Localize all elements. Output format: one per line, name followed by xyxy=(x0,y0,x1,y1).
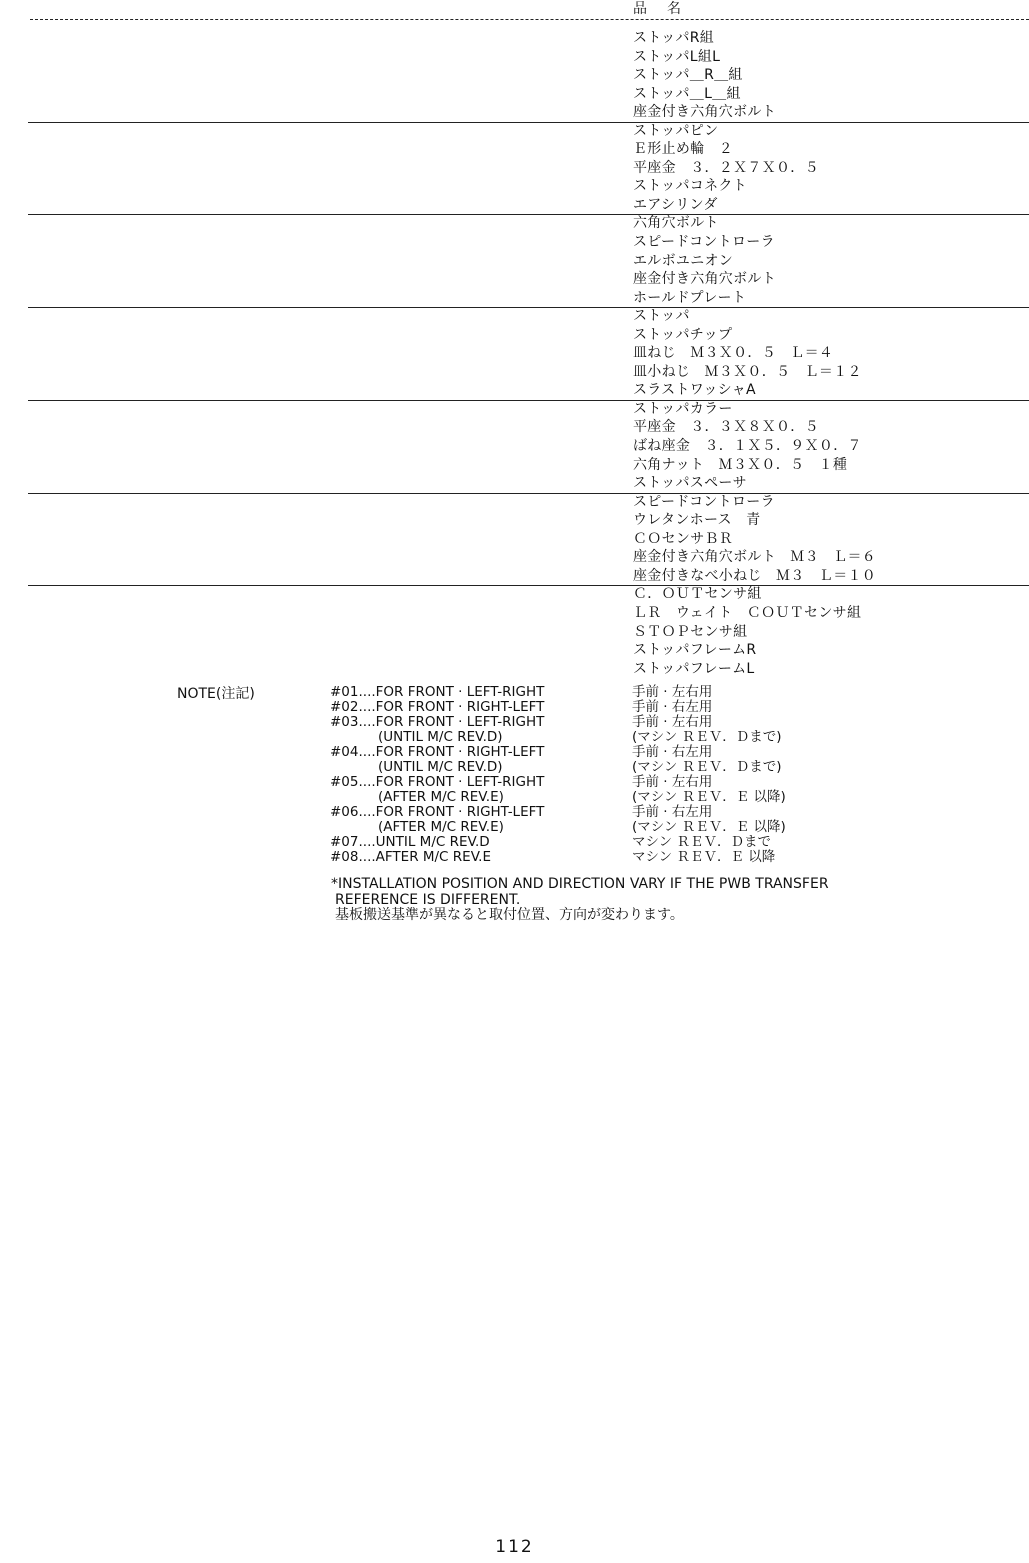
note-english: (UNTIL M/C REV.D) xyxy=(378,729,503,745)
note-english: #02....FOR FRONT · RIGHT-LEFT xyxy=(330,699,545,715)
part-name-item: スピードコントローラ xyxy=(633,493,775,510)
parts-list xyxy=(633,29,876,678)
note-english: #03....FOR FRONT · LEFT-RIGHT xyxy=(330,714,545,730)
installation-note-line: 基板搬送基準が異なると取付位置、方向が変わります。 xyxy=(335,907,684,923)
part-name-item: スピードコントローラ xyxy=(633,234,775,251)
installation-note xyxy=(331,877,829,924)
notes-title: NOTE(注記) xyxy=(177,686,255,702)
group-divider xyxy=(28,585,1029,586)
part-name-item: ウレタンホース 青 xyxy=(633,512,761,529)
note-japanese: マシン ＲＥＶ．Ｅ 以降 xyxy=(632,849,776,865)
part-name-item: 皿ねじ Ｍ３Ｘ０．５ Ｌ＝４ xyxy=(633,345,834,362)
part-name-item: ストッパカラー xyxy=(633,400,733,417)
note-japanese: 手前 · 左右用 xyxy=(632,684,713,700)
note-english: #05....FOR FRONT · LEFT-RIGHT xyxy=(330,774,545,790)
part-name-item: エアシリンダ xyxy=(633,196,718,213)
note-english: (AFTER M/C REV.E) xyxy=(378,789,504,805)
part-name-item: ＬＲ ウェイト ＣＯＵＴセンサ組 xyxy=(633,604,862,621)
group-divider xyxy=(28,122,1029,123)
note-english: #08....AFTER M/C REV.E xyxy=(330,849,492,865)
part-name-item: ストッパピン xyxy=(633,122,719,139)
part-name-item: ストッパ＿R＿組 xyxy=(633,67,743,84)
installation-note-line: REFERENCE IS DIFFERENT. xyxy=(335,891,521,908)
part-name-item: ストッパコネクト xyxy=(633,178,747,195)
part-name-item: 六角ナット Ｍ３Ｘ０．５ １種 xyxy=(633,456,848,473)
part-name-item: ストッパ＿L＿組 xyxy=(633,85,741,102)
part-name-item: Ｃ．ＯＵＴセンサ組 xyxy=(633,586,762,603)
note-japanese: 手前 · 左右用 xyxy=(632,714,713,730)
note-japanese: (マシン ＲＥＶ．Ｅ 以降) xyxy=(632,789,786,805)
part-name-item: ストッパR組 xyxy=(633,30,715,46)
group-divider xyxy=(28,493,1029,494)
part-name-item: ＣＯセンサＢＲ xyxy=(633,530,734,547)
part-name-item: ストッパスペーサ xyxy=(633,475,747,492)
part-name-item: 座金付きなべ小ねじ Ｍ３ Ｌ＝１０ xyxy=(633,567,877,584)
group-divider xyxy=(28,307,1029,308)
note-japanese: 手前 · 右左用 xyxy=(632,744,713,760)
part-name-item: 座金付き六角穴ボルト Ｍ３ Ｌ＝６ xyxy=(633,549,877,566)
part-name-item: ばね座金 ３．１Ｘ５．９Ｘ０．７ xyxy=(633,438,862,455)
group-divider xyxy=(28,400,1029,401)
note-english: (UNTIL M/C REV.D) xyxy=(378,759,503,775)
note-japanese: 手前 · 左右用 xyxy=(632,774,713,790)
part-name-item: 座金付き六角穴ボルト xyxy=(633,104,776,121)
note-english: (AFTER M/C REV.E) xyxy=(378,819,504,835)
part-name-item: ストッパ xyxy=(633,308,690,325)
part-name-item: ストッパL組L xyxy=(633,48,721,65)
note-japanese: 手前 · 右左用 xyxy=(632,699,713,715)
part-name-item: スラストワッシャA xyxy=(633,382,756,399)
note-english: #01....FOR FRONT · LEFT-RIGHT xyxy=(330,684,545,700)
part-name-item: 皿小ねじ Ｍ３Ｘ０．５ Ｌ＝１２ xyxy=(633,363,862,380)
installation-note-line: *INSTALLATION POSITION AND DIRECTION VARY IF THE PWB TRANSFER xyxy=(331,876,829,892)
note-japanese: (マシン ＲＥＶ．Ｄまで) xyxy=(632,729,782,745)
note-japanese: 手前 · 右左用 xyxy=(632,804,713,820)
note-english: #06....FOR FRONT · RIGHT-LEFT xyxy=(330,804,545,820)
note-english: #04....FOR FRONT · RIGHT-LEFT xyxy=(330,744,545,760)
part-name-item: エルボユニオン xyxy=(633,252,734,269)
page-number: 112 xyxy=(495,1537,534,1557)
note-japanese: (マシン ＲＥＶ．Ｄまで) xyxy=(632,759,782,775)
part-name-item: 六角穴ボルト xyxy=(633,215,719,232)
part-name-item: 平座金 ３．３Ｘ８Ｘ０．５ xyxy=(633,419,819,436)
header-dashed-divider xyxy=(30,19,1029,20)
note-japanese: (マシン ＲＥＶ．Ｅ 以降) xyxy=(632,819,786,835)
part-name-header: 品 名 xyxy=(633,1,684,17)
group-divider xyxy=(28,214,1029,215)
part-name-item: ＳＴＯＰセンサ組 xyxy=(633,623,748,640)
part-name-item: ストッパチップ xyxy=(633,326,733,343)
note-japanese: マシン ＲＥＶ．Ｄまで xyxy=(632,834,771,850)
part-name-item: 座金付き六角穴ボルト xyxy=(633,271,776,288)
part-name-item: ストッパフレームR xyxy=(633,642,757,659)
part-name-item: 平座金 ３．２Ｘ７Ｘ０．５ xyxy=(633,159,819,176)
part-name-item: Ｅ形止め輪 ２ xyxy=(633,141,734,158)
note-english: #07....UNTIL M/C REV.D xyxy=(330,834,490,850)
part-name-item: ストッパフレームL xyxy=(633,660,755,677)
part-name-item: ホールドプレート xyxy=(633,289,747,306)
